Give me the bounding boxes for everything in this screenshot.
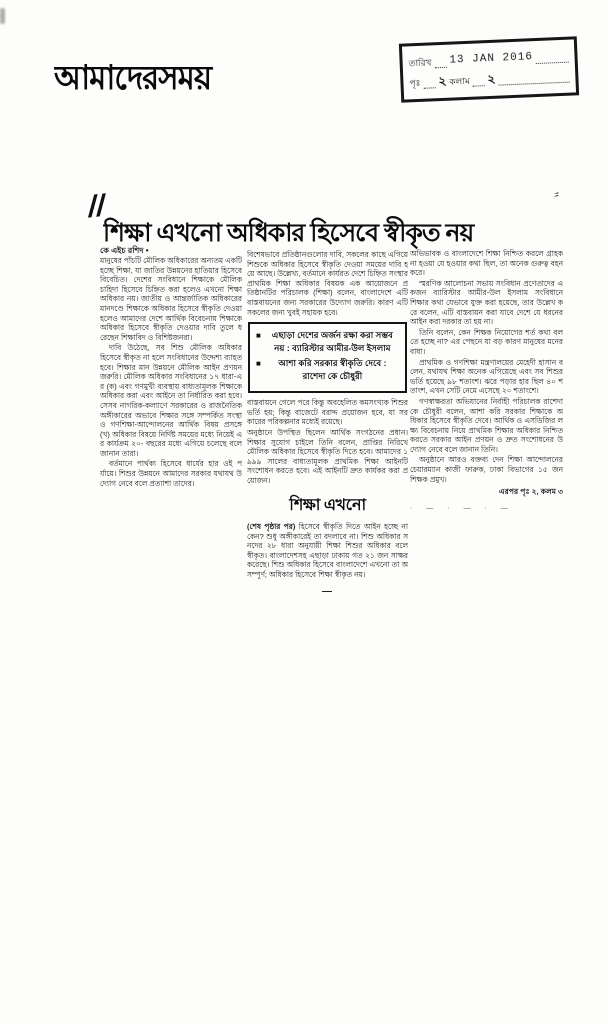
dotted-leader xyxy=(423,78,435,88)
body-column-middle xyxy=(247,250,408,634)
stamp-date-value: 13 JAN 2016 xyxy=(449,50,534,67)
paragraph: বাস্তবায়নে গেলে পরে কিন্তু অবহেলিত কমসংখ্যক শিশুর ভর্তি হয়; কিন্তু বাজেটে বরাদ্দ প্রয়োজন হবে, যা সরকারের পরিকল্পনার মধ্যেই রয়েছে। xyxy=(247,398,408,427)
body-column-right xyxy=(410,249,563,549)
article-end-mark: — xyxy=(322,585,333,597)
newspaper-masthead: আমাদেরসময় xyxy=(54,58,212,97)
continued-section xyxy=(247,522,408,581)
square-bullet-icon: ■ xyxy=(256,359,261,369)
stamp-column-label: কলাম xyxy=(449,76,471,87)
pull-quote-text: এছাড়া দেশের অর্জন রক্ষা করা সম্ভব নয় : ব্যারিস্টার আমীর-উল ইসলাম xyxy=(271,330,393,354)
article-byline: কে এইচ রশিদ • xyxy=(100,246,149,255)
handwritten-tick-mark: 〞 xyxy=(551,190,568,209)
paragraph: অনুষ্ঠানে আরও বক্তব্য দেন শিক্ষা আন্দোলনের চেয়ারম্যান কাজী ফারুক, ঢাকা বিভাগের ১৫ জন শিক্ষক প্রমুখ। xyxy=(410,455,563,484)
handwritten-slash-marks: // xyxy=(86,189,107,224)
scan-noise-dashes: · — · — · — xyxy=(410,505,514,513)
pull-quote-box xyxy=(248,322,407,393)
paragraph: অভিভাবক ও বাংলাদেশে শিক্ষা নিশ্চিত করলে গ্রাহক না হওয়া যে হওয়ার কথা ছিল, তা অনেক গুরুত্ব বহন করে। xyxy=(410,249,563,278)
middle-top-text xyxy=(247,250,408,318)
dotted-leader xyxy=(473,76,485,86)
stamp-page-value: ২ xyxy=(437,73,448,89)
paragraph xyxy=(247,522,408,580)
paragraph: বর্তমানে পার্থক্য হিসেবে ধার্যের হার ওই পর্যায়ে। শিশুর উন্নয়নে আমাদের সরকার যথাযথ উদ্যোগ নেবে বলে প্রত্যাশা তাদের। xyxy=(100,459,242,488)
date-stamp-box xyxy=(399,36,579,102)
paragraph: স্মরণিক আলোচনা সভায় সংবিধান প্রণেতাদের একজন ব্যারিস্টার আমীর-উল ইসলাম সংবিধানে শিক্ষার কথা যেভাবে যুক্ত করা হয়েছে, তার উল্লেখ করে বলেন, এটি বাস্তবায়ন করা যাবে দেশে যে ধরনের আইন করা দরকার তা হয় না। xyxy=(410,278,563,327)
paragraph: অনুষ্ঠানে উপস্থিত ছিলেন আর্থিক সংগঠনের প্রধান। শিক্ষার সুযোগ চাইলে তিনি বলেন, প্রাপ্তির নিরিখে মৌলিক অধিকার হিসেবে স্বীকৃতি দিতে হবে। আমাদের ১৯৯৯ সালের বাধ্যতামূলক প্রাথমিক শিক্ষা আইনটি সংশোধন করতে হবে। এই আইনটি দ্রুত কার্যকর করা প্রয়োজন। xyxy=(247,427,408,485)
stamp-date-label: তারিখ xyxy=(408,57,432,69)
continuation-note: এরপর পৃঃ ২, কলম ৩ xyxy=(498,487,563,497)
sub-headline: শিক্ষা এখনো xyxy=(289,496,366,514)
continued-text: হিসেবে স্বীকৃতি দিতে আইন হচ্ছে না কেন? শুধু অঙ্গীকারেই তা বদলাবে না। শিশু অধিকার সনদের ২৮ ধারা অনুযায়ী শিক্ষা শিশুর অধিকার বলে স্বীকৃত। বাংলাদেশসহ এছাড়া ঢাকায় গত ২১ জন সাক্ষর করেছে। শিশু অধিকার হিসেবে বাংলাদেশে এখনো তা অসম্পূর্ণ; অধিকার হিসেবে শিক্ষা স্বীকৃত নয়। xyxy=(247,521,408,579)
right-column-text xyxy=(410,249,563,485)
body-column-left xyxy=(100,256,242,568)
paragraph: বিশেষভাবে প্রতিষ্ঠানগুলোর দাবি, সকলের কাছে এগিয়ে শিশুকে অধিকার হিসেবে স্বীকৃতি দেওয়া সময়ের দাবি হয়ে আছে। উল্লেখ্য, বর্তমানে কার্যরত দেশে চিহ্নিত সংস্থার প্রাথমিক শিক্ষা অধিকার বিষয়ক এক আয়োজনে প্রতিষ্ঠানটির পরিচালক (শিক্ষা) বলেন, বাংলাদেশে এটি বাস্তবায়নের জন্য সরকারের উদ্যোগ জরুরি। কারণ এটি সকলের জন্য খুবই সহায়ক হবে। xyxy=(247,250,408,317)
headline-block xyxy=(86,189,568,247)
dotted-leader xyxy=(434,58,446,68)
dotted-leader xyxy=(498,73,569,86)
paragraph: গণস্বাক্ষরতা অভিযানের নির্বাহী পরিচালক রাশেদা কে চৌধুরী বলেন, আশা করি সরকার শিক্ষাকে অধিকার হিসেবে স্বীকৃতি দেবে। আর্থিক ও এসডিজির লক্ষ্য বিবেচনায় নিয়ে প্রাথমিক শিক্ষার অধিকার নিশ্চিত করতে সরকার আইন প্রণয়ন ও দ্রুত সংশোধনের উদ্যোগ নেবে বলে জানান তিনি। xyxy=(410,396,563,454)
square-bullet-icon: ■ xyxy=(256,331,261,341)
article-headline: শিক্ষা এখনো অধিকার হিসেবে স্বীকৃত নয় xyxy=(103,218,474,247)
stamp-column-value: ২ xyxy=(486,71,497,87)
paragraph: প্রাথমিক ও গণশিক্ষা মন্ত্রণালয়ের মেহেদী হাসান বলেন, যথাযথ শিক্ষা অনেক এগিয়েছে এবং সব শিশুর ভর্তি হয়েছে ৯৮ শতাংশ। ঝরে পড়ার হার ছিল ৪০ শতাংশ, এখন সেটি নেমে এসেছে ২০ শতাংশে। xyxy=(410,357,563,396)
paragraph: তিনি বলেন, কেন শিক্ষক নিয়োগের শর্ত কথা বলতে হচ্ছে না? এর পেছনে যা বড় কারণ মানুষের মনের বাধা। xyxy=(410,327,563,356)
paragraph: মানুষের পাঁচটি মৌলিক অধিকারের অন্যতম একটি হচ্ছে শিক্ষা, যা জাতির উন্নয়নের হাতিয়ার হিসেবে বিবেচিত। দেশের সংবিধানে শিক্ষাকে মৌলিক চাহিদা হিসেবে চিহ্নিত করা হলেও এখনো শিক্ষা অধিকার নয়। জাতীয় ও আন্তর্জাতিক অধিকারের মানদণ্ডে শিক্ষাকে অধিকার হিসেবে স্বীকৃতি দেওয়া হলেও আমাদের দেশে আর্থিক বিবেচনায় শিক্ষাকে অধিকার হিসেবে স্বীকৃতি দেওয়ার দাবি তুলে ধরেছেন শিক্ষাবিদ ও বিশিষ্টজনরা। xyxy=(100,256,242,342)
pull-quote-item xyxy=(256,329,399,355)
pull-quote-item xyxy=(256,357,399,383)
stamp-page-label: পৃঃ xyxy=(409,78,421,89)
dotted-leader xyxy=(536,53,569,64)
pull-quote-text: আশা করি সরকার স্বীকৃতি দেবে : রাশেদা কে চৌধুরী xyxy=(278,358,387,382)
continued-from-label: (শেষ পৃষ্ঠার পর) xyxy=(247,521,296,531)
paragraph: দাবি উঠেছে, সব শিশু মৌলিক অধিকার হিসেবে স্বীকৃত না হলে সংবিধানের উদ্দেশ্য ব্যাহত হবে। শিক্ষার মান উন্নয়নে মৌলিক আইন প্রণয়ন জরুরি। মৌলিক অধিকার সংবিধানের ১৭ ধারা-এর (ক) এবং গণমুখী ব্যবস্থায় বাধ্যতামূলক শিক্ষাকে অধিকার করা এবং আইনে তা নির্ধারিত করা হবে। সেসব নাগরিক-কল্যাণে সরকারের ও রাজনৈতিক অঙ্গীকারের অভাবে শিক্ষার সঙ্গে সম্পর্কিত সংস্থা ও গণশিক্ষা-আন্দোলনের আর্থিক বিষয় প্রসঙ্গে (খ) অধিকার বিষয়ে নির্দিষ্ট সময়ের মধ্যে নিয়েই এর কার্যক্রম ২০- বছরের মধ্যে এগিয়ে চলেছে বলে জানান তারা। xyxy=(100,343,242,458)
middle-after-box-text xyxy=(247,398,408,486)
scan-smudge xyxy=(0,8,5,24)
